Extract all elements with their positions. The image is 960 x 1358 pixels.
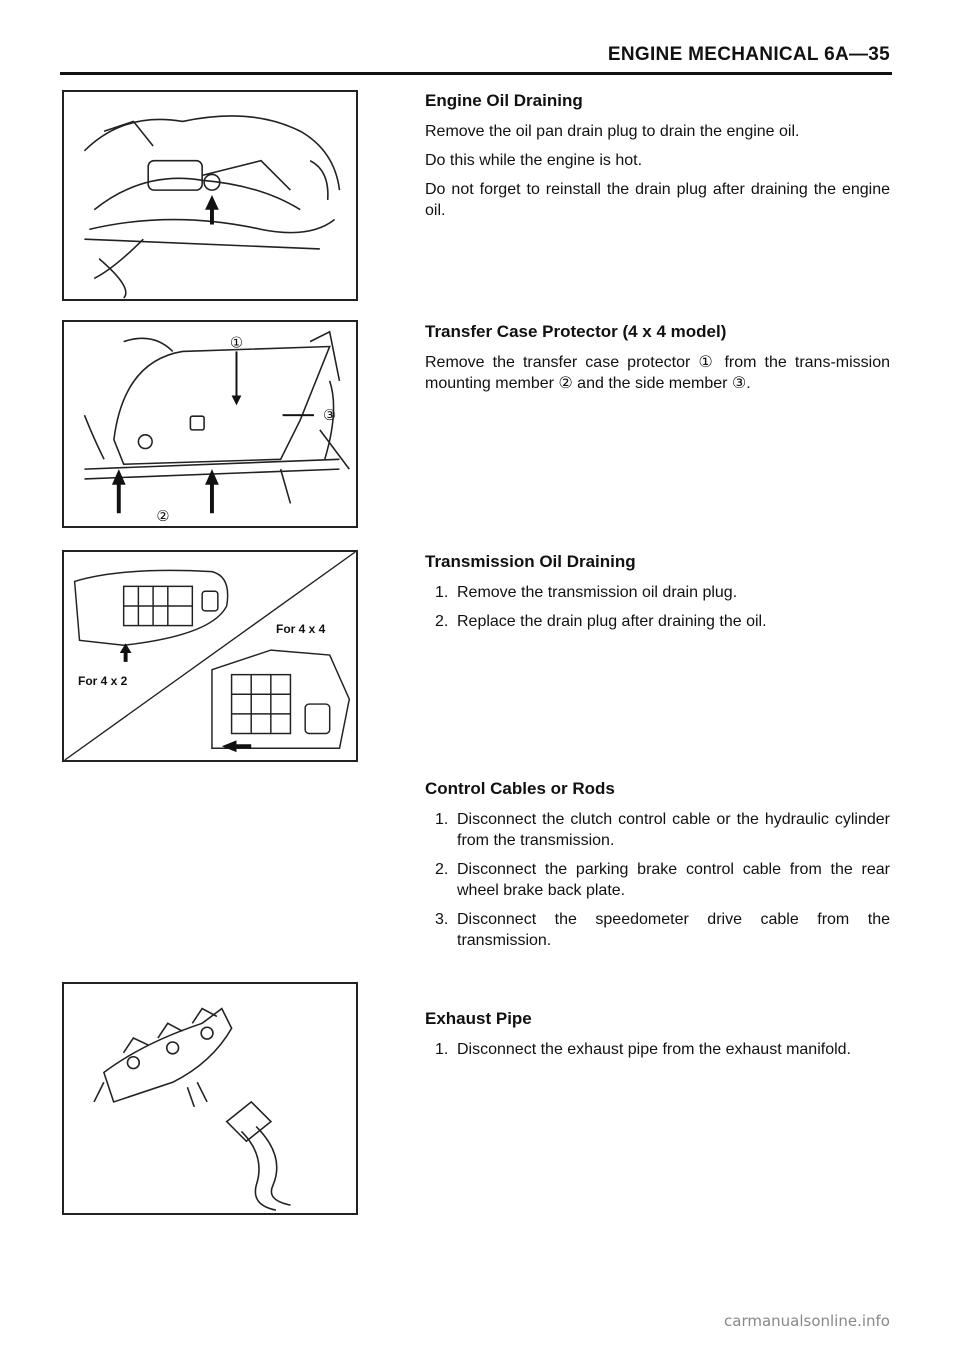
header-rule — [60, 72, 892, 75]
figure-exhaust-pipe — [62, 982, 358, 1215]
callout-1: ① — [229, 334, 244, 352]
paragraph: Do this while the engine is hot. — [425, 152, 643, 169]
section-title: Transfer Case Protector (4 x 4 model) — [425, 322, 727, 341]
paragraph: Do not forget to reinstall the drain plug after draining the engine oil. — [425, 181, 890, 219]
callout-3: ③ — [323, 407, 337, 425]
label-for-4x2: For 4 x 2 — [78, 674, 128, 688]
transfer-case-protector-illustration — [64, 322, 356, 526]
page-header-title: ENGINE MECHANICAL 6A—35 — [607, 44, 890, 65]
section-title: Control Cables or Rods — [425, 779, 615, 798]
step-item: 2. Replace the drain plug after draining the oil. — [435, 613, 767, 630]
section-transfer-case-protector — [425, 322, 890, 402]
exhaust-pipe-illustration — [64, 984, 356, 1213]
callout-2: ② — [156, 508, 170, 526]
section-transmission-oil-draining — [425, 552, 890, 640]
section-title: Engine Oil Draining — [425, 91, 583, 110]
step-item: 1. Disconnect the clutch control cable or the hydraulic cylinder from the transmission. — [435, 811, 890, 849]
steps-list — [425, 582, 890, 632]
steps-list — [425, 809, 890, 951]
figure-transmission-drain — [62, 550, 358, 762]
steps-list — [425, 1039, 890, 1060]
step-item: 3. Disconnect the speedometer drive cable from the transmission. — [435, 911, 890, 949]
section-engine-oil-draining — [425, 91, 890, 229]
section-title: Transmission Oil Draining — [425, 552, 636, 571]
step-item: 1. Disconnect the exhaust pipe from the exhaust manifold. — [435, 1041, 851, 1058]
section-exhaust-pipe — [425, 1009, 890, 1068]
label-for-4x4: For 4 x 4 — [276, 622, 326, 636]
oil-pan-drain-illustration — [64, 92, 356, 299]
footer-watermark: carmanualsonline.info — [724, 1312, 890, 1330]
paragraph: Remove the oil pan drain plug to drain the engine oil. — [425, 123, 800, 140]
step-item: 2. Disconnect the parking brake control cable from the rear wheel brake back plate. — [435, 861, 890, 899]
figure-transfer-case-protector — [62, 320, 358, 528]
section-control-cables-or-rods — [425, 779, 890, 959]
transmission-drain-illustration — [64, 552, 356, 760]
figure-oil-pan-drain — [62, 90, 358, 301]
step-item: 1. Remove the transmission oil drain plug. — [435, 584, 738, 601]
section-title: Exhaust Pipe — [425, 1009, 532, 1028]
paragraph: Remove the transfer case protector ① from the trans-mission mounting member ② and the side member ③. — [425, 354, 890, 392]
